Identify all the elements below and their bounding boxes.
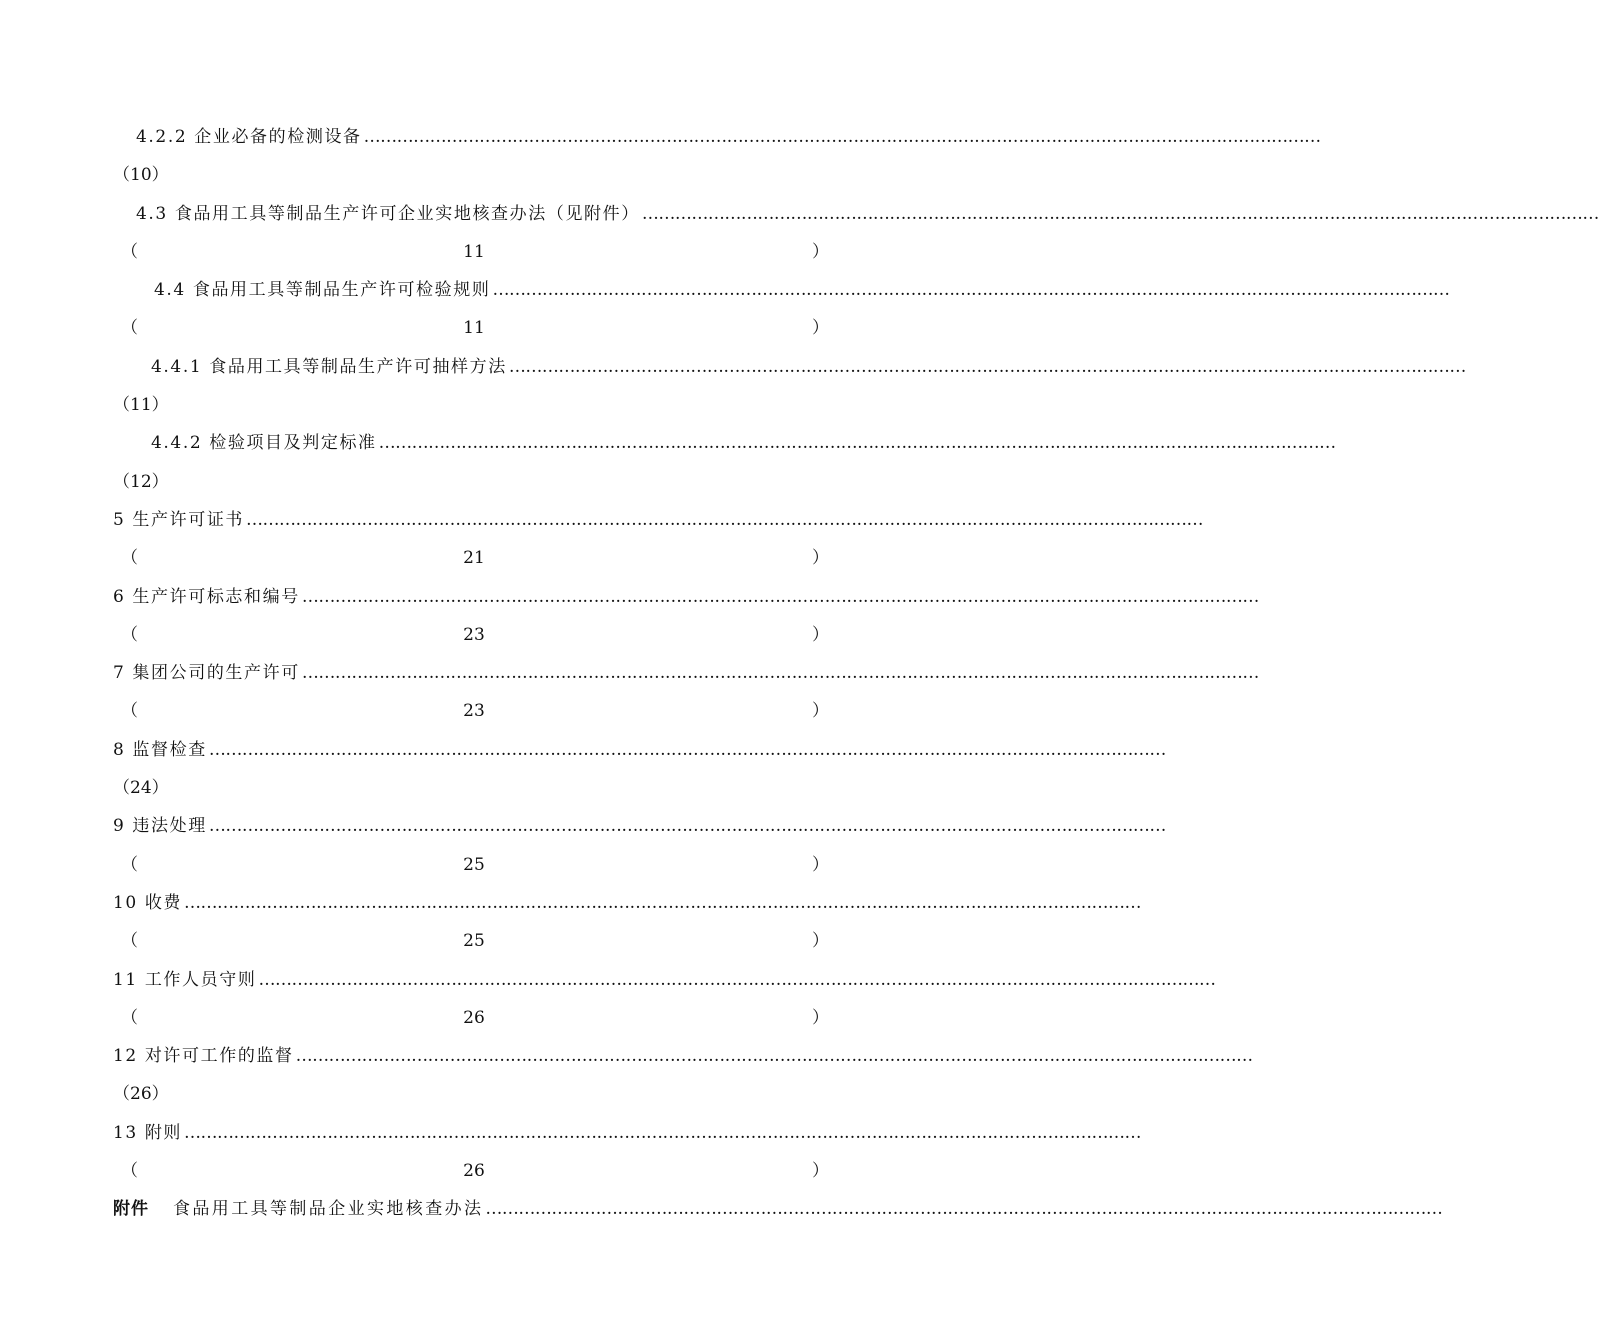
toc-leader-dots: ………………………………………………………………………………………………………………………………………………………… bbox=[485, 1199, 1443, 1220]
toc-page-number bbox=[113, 156, 835, 194]
toc-entry-label: 4.4.2 检验项目及判定标准 bbox=[151, 433, 377, 454]
toc-page-number bbox=[113, 309, 835, 347]
toc-entry-label: 10 收费 bbox=[113, 892, 183, 913]
toc-page-open-paren: （ bbox=[121, 701, 138, 722]
toc-leader-dots: ………………………………………………………………………………………………………………………………………………………… bbox=[295, 1046, 1253, 1067]
toc-page-ref: 26 bbox=[463, 1007, 485, 1028]
toc-entry-6[interactable] bbox=[113, 578, 1259, 616]
toc-leader-dots: ………………………………………………………………………………………………………………………………………………………… bbox=[301, 663, 1259, 684]
toc-entry-label: 4.3 食品用工具等制品生产许可企业实地核查办法（见附件） bbox=[136, 203, 640, 224]
toc-page-close-paren: ） bbox=[812, 1161, 829, 1182]
toc-page-open-paren: （ bbox=[121, 241, 138, 262]
toc-page-number bbox=[113, 999, 835, 1037]
toc-page-number bbox=[113, 1152, 835, 1190]
toc-page-close-paren: ） bbox=[812, 624, 829, 645]
toc-page-open-paren: （ bbox=[121, 318, 138, 339]
toc-entry-label: 5 生产许可证书 bbox=[113, 509, 245, 530]
toc-entry-label: 7 集团公司的生产许可 bbox=[113, 663, 300, 684]
toc-page-close-paren: ） bbox=[812, 854, 829, 875]
toc-entry-10[interactable] bbox=[113, 884, 1142, 922]
toc-entry-5[interactable] bbox=[113, 501, 1204, 539]
toc-entry-13[interactable] bbox=[113, 1114, 1142, 1152]
toc-page-close-paren: ） bbox=[812, 241, 829, 262]
toc-entry-7[interactable] bbox=[113, 654, 1259, 692]
toc-page-close-paren: ） bbox=[812, 701, 829, 722]
toc-page-number bbox=[113, 769, 835, 807]
toc-page-close-paren: ） bbox=[812, 548, 829, 569]
toc-entry-4-4-1[interactable] bbox=[113, 348, 1466, 386]
toc-page-ref: 23 bbox=[463, 701, 485, 722]
toc-page-number bbox=[113, 539, 835, 577]
toc-page-ref: 21 bbox=[463, 548, 485, 569]
toc-entry-4-2-2[interactable] bbox=[113, 118, 1321, 156]
toc-leader-dots: ………………………………………………………………………………………………………………………………………………………… bbox=[208, 816, 1166, 837]
toc-page-ref: （24） bbox=[113, 778, 169, 799]
toc-page-ref: 26 bbox=[463, 1161, 485, 1182]
toc-page-ref: （12） bbox=[113, 471, 169, 492]
toc-page-open-paren: （ bbox=[121, 1161, 138, 1182]
toc-leader-dots: ………………………………………………………………………………………………………………………………………………………… bbox=[246, 509, 1204, 530]
toc-entry-label: 13 附则 bbox=[113, 1122, 183, 1143]
toc-page-number bbox=[113, 922, 835, 960]
toc-leader-dots: ………………………………………………………………………………………………………………………………………………………… bbox=[301, 586, 1259, 607]
toc-page-close-paren: ） bbox=[812, 1007, 829, 1028]
toc-leader-dots: ………………………………………………………………………………………………………………………………………………………… bbox=[258, 969, 1216, 990]
appendix-title: 食品用工具等制品企业实地核查办法 bbox=[173, 1199, 484, 1220]
toc-entry-label: 4.4 食品用工具等制品生产许可检验规则 bbox=[154, 280, 491, 301]
toc-page-ref: 11 bbox=[463, 241, 485, 262]
toc-page-ref: （11） bbox=[113, 395, 169, 416]
toc-entry-label: 4.2.2 企业必备的检测设备 bbox=[136, 127, 362, 147]
toc-page-ref: 25 bbox=[463, 854, 485, 875]
toc-leader-dots: ………………………………………………………………………………………………………………………………………………………… bbox=[508, 356, 1466, 377]
toc-leader-dots: ………………………………………………………………………………………………………………………………………………………… bbox=[378, 433, 1336, 454]
toc-leader-dots: ………………………………………………………………………………………………………………………………………………………… bbox=[641, 203, 1599, 224]
toc-page-close-paren: ） bbox=[812, 318, 829, 339]
toc-page-ref: 25 bbox=[463, 931, 485, 952]
toc-entry-12[interactable] bbox=[113, 1037, 1253, 1075]
toc-page-ref: 11 bbox=[463, 318, 485, 339]
toc-leader-dots: ………………………………………………………………………………………………………………………………………………………… bbox=[184, 1122, 1142, 1143]
toc-entry-4-4[interactable] bbox=[113, 271, 1450, 309]
toc-entry-label: 8 监督检查 bbox=[113, 739, 207, 760]
toc-entry-4-3[interactable] bbox=[113, 195, 1599, 233]
toc-page-close-paren: ） bbox=[812, 931, 829, 952]
toc-page-ref: 23 bbox=[463, 624, 485, 645]
toc-page-number bbox=[113, 463, 835, 501]
toc-page-open-paren: （ bbox=[121, 854, 138, 875]
toc-page-number bbox=[113, 846, 835, 884]
toc-entry-4-4-2[interactable] bbox=[113, 424, 1336, 462]
toc-entry-9[interactable] bbox=[113, 807, 1166, 845]
toc-entry-appendix[interactable] bbox=[113, 1190, 1443, 1228]
toc-leader-dots: ………………………………………………………………………………………………………………………………………………………… bbox=[208, 739, 1166, 760]
toc-page-number bbox=[113, 1075, 835, 1113]
table-of-contents bbox=[113, 118, 1599, 1229]
toc-entry-label: 11 工作人员守则 bbox=[113, 969, 257, 990]
toc-page-number bbox=[113, 386, 835, 424]
toc-entry-8[interactable] bbox=[113, 731, 1166, 769]
toc-leader-dots: ………………………………………………………………………………………………………………………………………………………… bbox=[184, 892, 1142, 913]
toc-leader-dots: ………………………………………………………………………………………………………………………………………………………… bbox=[363, 127, 1321, 147]
toc-entry-label: 4.4.1 食品用工具等制品生产许可抽样方法 bbox=[151, 356, 507, 377]
toc-page-number bbox=[113, 233, 835, 271]
toc-entry-label: 9 违法处理 bbox=[113, 816, 207, 837]
toc-entry-label: 6 生产许可标志和编号 bbox=[113, 586, 300, 607]
toc-page-open-paren: （ bbox=[121, 548, 138, 569]
appendix-label: 附件 bbox=[113, 1199, 149, 1220]
toc-page-ref: （26） bbox=[113, 1084, 169, 1105]
toc-page-number bbox=[113, 616, 835, 654]
toc-leader-dots: ………………………………………………………………………………………………………………………………………………………… bbox=[492, 280, 1450, 301]
toc-page-number bbox=[113, 692, 835, 730]
toc-entry-11[interactable] bbox=[113, 961, 1216, 999]
toc-page-open-paren: （ bbox=[121, 624, 138, 645]
toc-entry-label: 12 对许可工作的监督 bbox=[113, 1046, 294, 1067]
toc-page-open-paren: （ bbox=[121, 931, 138, 952]
toc-page-ref: （10） bbox=[113, 165, 169, 186]
toc-page-open-paren: （ bbox=[121, 1007, 138, 1028]
